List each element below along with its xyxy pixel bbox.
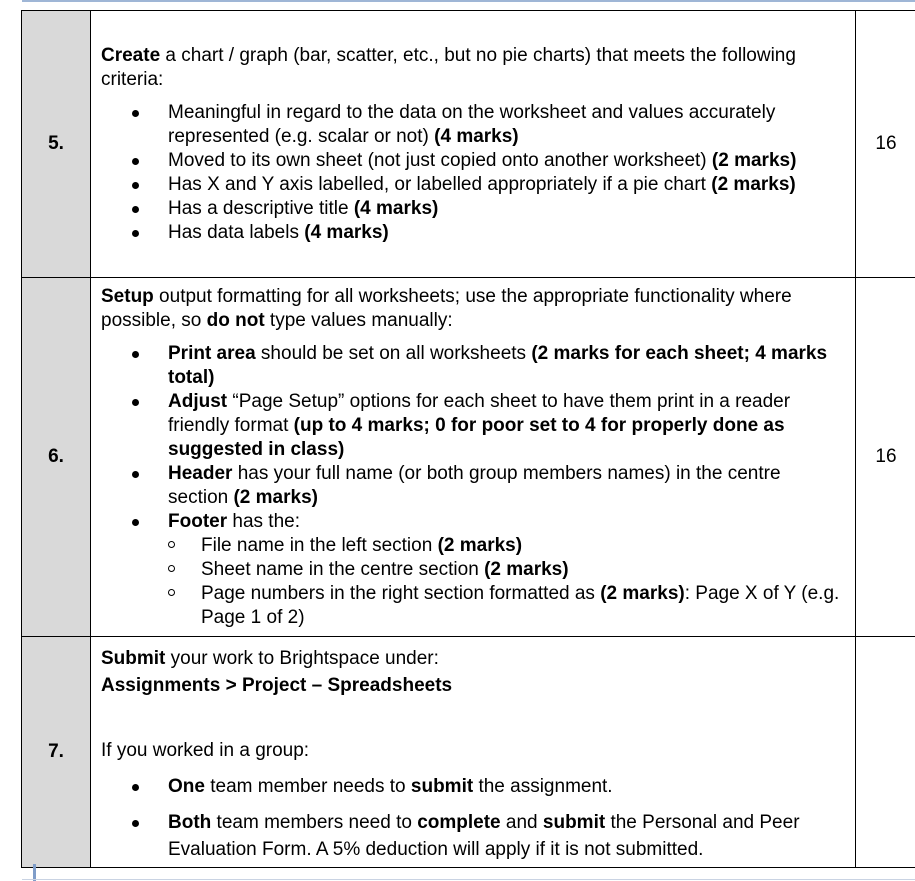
intro-text: output formatting for all worksheets; use the appropriate functionality where possible, so <box>101 285 792 331</box>
circle-bullet-icon <box>168 589 175 596</box>
item-marks: (up to 4 marks; 0 for poor set to 4 for properly done as suggested in class) <box>168 414 785 460</box>
item-text: File name in the left section <box>201 534 438 556</box>
row-number: 5. <box>22 11 91 278</box>
submission-path-text: Assignments > Project – Spreadsheets <box>101 675 453 696</box>
row-intro <box>101 285 845 333</box>
intro-emphasis: do not <box>206 309 265 331</box>
sub-list-item <box>101 558 845 582</box>
bullet-icon <box>132 820 139 827</box>
row-marks: 16 <box>856 11 915 278</box>
item-text: team members need to <box>211 812 418 833</box>
bullet-icon <box>132 784 139 791</box>
item-text: has your full name (or both group members names) in the centre section <box>168 462 781 508</box>
bullet-icon <box>132 230 139 237</box>
row-description <box>91 11 856 278</box>
list-item <box>101 149 845 173</box>
bullet-icon <box>132 471 139 478</box>
list-item <box>101 809 845 863</box>
item-text: has the: <box>227 510 300 532</box>
group-line: If you worked in a group: <box>101 740 310 761</box>
row-number: 7. <box>22 637 91 868</box>
intro-keyword: Setup <box>101 285 154 307</box>
item-text: Has a descriptive title <box>168 197 354 219</box>
criteria-list <box>101 101 845 245</box>
list-item <box>101 197 845 221</box>
criteria-list <box>101 342 845 630</box>
row-description <box>91 278 856 637</box>
circle-bullet-icon <box>168 565 175 572</box>
bullet-icon <box>132 110 139 117</box>
footer-sublist <box>168 534 845 630</box>
circle-bullet-icon <box>168 541 175 548</box>
item-keyword: One <box>168 776 205 797</box>
item-text: Has X and Y axis labelled, or labelled appropriately if a pie chart <box>168 173 712 195</box>
item-keyword: Adjust <box>168 390 228 412</box>
list-item <box>101 221 845 245</box>
list-item <box>101 101 845 149</box>
intro-text: type values manually: <box>264 309 453 331</box>
item-text: : Page X of Y (e.g. Page 1 of 2) <box>201 582 840 628</box>
item-marks: (2 marks) <box>484 558 569 580</box>
bullet-icon <box>132 206 139 213</box>
item-keyword: Both <box>168 812 212 833</box>
intro-text: your work to Brightspace under: <box>165 648 439 669</box>
intro-keyword: Submit <box>101 648 166 669</box>
row-intro <box>101 645 845 672</box>
item-marks: (2 marks) <box>437 534 523 556</box>
page-top-rule <box>22 0 915 2</box>
bullet-icon <box>132 158 139 165</box>
table-row <box>22 278 915 637</box>
row-marks: 16 <box>856 278 915 637</box>
item-marks: (2 marks for each sheet; 4 marks total) <box>168 342 828 388</box>
list-item <box>101 462 845 510</box>
item-marks: (2 marks) <box>600 582 685 604</box>
bullet-icon <box>132 182 139 189</box>
row-marks <box>856 637 915 868</box>
submission-path <box>101 672 845 699</box>
item-marks: (4 marks) <box>304 221 389 243</box>
row-number: 6. <box>22 278 91 637</box>
bullet-icon <box>132 351 139 358</box>
item-keyword: Footer <box>168 510 228 532</box>
item-marks: (4 marks) <box>353 197 439 219</box>
item-marks: (2 marks) <box>711 149 797 171</box>
table-row <box>22 637 915 868</box>
row-intro <box>101 44 845 92</box>
item-text: should be set on all worksheets <box>255 342 532 364</box>
item-text: Moved to its own sheet (not just copied onto another worksheet) <box>168 149 712 171</box>
item-text: team member needs to <box>204 776 411 797</box>
item-text: the assignment. <box>473 776 613 797</box>
spacer <box>101 699 845 737</box>
item-emphasis: submit <box>542 812 606 833</box>
bullet-icon <box>132 399 139 406</box>
item-text: Page numbers in the right section formatted as <box>201 582 601 604</box>
item-marks: (2 marks) <box>233 486 318 508</box>
list-item <box>101 342 845 390</box>
item-text: and <box>500 812 543 833</box>
item-marks: (2 marks) <box>711 173 796 195</box>
item-text: the Personal and Peer Evaluation Form. A 5% deduction will apply if it is not submitted. <box>168 812 800 860</box>
list-item <box>101 510 845 630</box>
item-emphasis: complete <box>417 812 501 833</box>
item-text: “Page Setup” options for each sheet to have them print in a reader friendly format <box>168 390 791 436</box>
item-text: Meaningful in regard to the data on the worksheet and values accurately represented (e.g. scalar or not) <box>168 101 776 147</box>
rubric-table <box>21 10 915 868</box>
item-emphasis: submit <box>410 776 474 797</box>
group-instructions-list <box>101 773 845 863</box>
list-item <box>101 773 845 800</box>
list-item <box>101 390 845 462</box>
bullet-icon <box>132 519 139 526</box>
sub-list-item <box>101 534 845 558</box>
intro-keyword: Create <box>101 44 161 66</box>
list-item <box>101 173 845 197</box>
intro-text: a chart / graph (bar, scatter, etc., but no pie charts) that meets the following criteria: <box>101 44 796 90</box>
row-description <box>91 637 856 868</box>
item-keyword: Print area <box>168 342 256 364</box>
item-text: Sheet name in the centre section <box>201 558 485 580</box>
table-row <box>22 11 915 278</box>
item-keyword: Header <box>168 462 233 484</box>
sub-list-item <box>101 582 845 630</box>
page-bottom-rule <box>22 879 915 880</box>
item-marks: (4 marks) <box>434 125 519 147</box>
item-text: Has data labels <box>168 221 305 243</box>
